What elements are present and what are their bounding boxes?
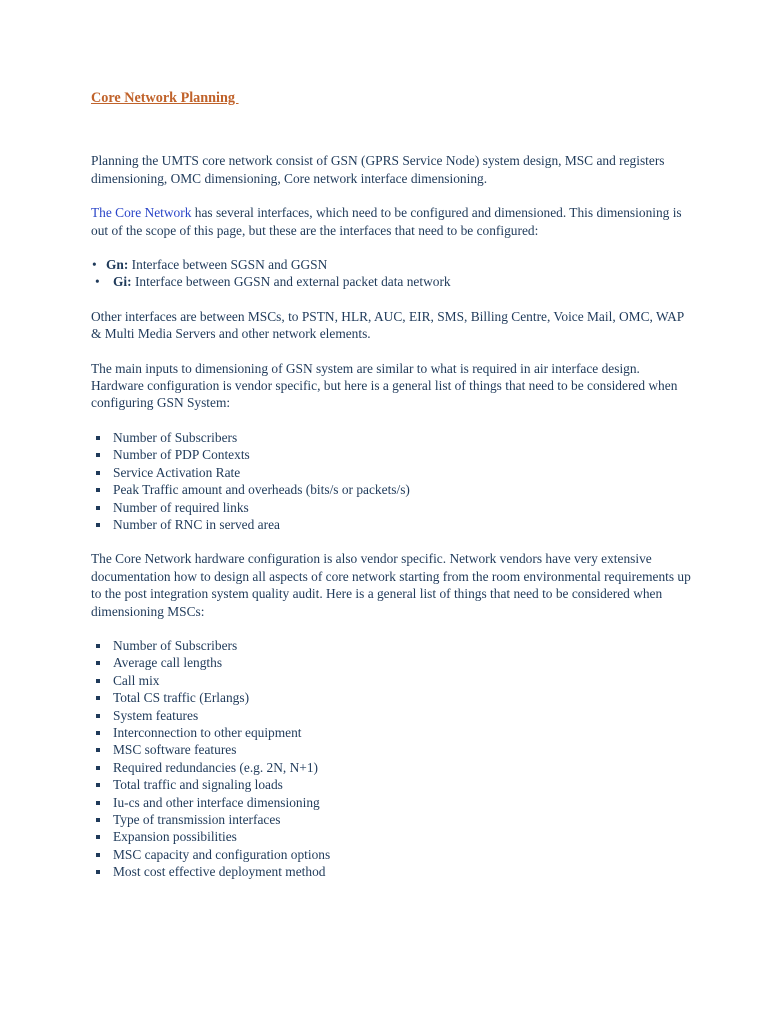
- list-item: Number of RNC in served area: [91, 516, 691, 533]
- page-title: Core Network Planning: [91, 90, 239, 106]
- gsn-considerations-list: [91, 429, 691, 533]
- list-item: Peak Traffic amount and overheads (bits/s or packets/s): [91, 481, 691, 498]
- list-item: Interconnection to other equipment: [91, 724, 691, 741]
- list-item: Total traffic and signaling loads: [91, 776, 691, 793]
- intro-paragraph: Planning the UMTS core network consist of GSN (GPRS Service Node) system design, MSC and registers dimensioning, OMC dimensioning, Core network interface dimensioning.: [91, 153, 665, 186]
- list-item: Service Activation Rate: [91, 464, 691, 481]
- list-item: Call mix: [91, 672, 691, 689]
- list-item: Type of transmission interfaces: [91, 811, 691, 828]
- list-item: Number of Subscribers: [91, 637, 691, 654]
- core-network-link[interactable]: The Core Network: [91, 205, 192, 221]
- list-item: [91, 273, 691, 290]
- bullet-icon: •: [95, 274, 100, 290]
- gsn-inputs-paragraph: The main inputs to dimensioning of GSN system are similar to what is required in air interface design. Hardware configuration is vendor specific, but here is a general list of things that need to be considered when configuring GSN System:: [91, 360, 678, 411]
- interface-list: [91, 256, 691, 291]
- list-item: Iu-cs and other interface dimensioning: [91, 794, 691, 811]
- list-item: MSC capacity and configuration options: [91, 846, 691, 863]
- interface-desc: Interface between GGSN and external packet data network: [131, 274, 451, 290]
- document-page: [91, 90, 691, 898]
- interfaces-paragraph: [91, 204, 691, 239]
- interface-desc: Interface between SGSN and GGSN: [128, 257, 328, 273]
- list-item: Expansion possibilities: [91, 828, 691, 845]
- list-item: Number of Subscribers: [91, 429, 691, 446]
- msc-paragraph: The Core Network hardware configuration is also vendor specific. Network vendors have very extensive documentation how to design all aspects of core network starting from the room environmental requirements up to the post integration system quality audit. Here is a general list of things that need to be considered when dimensioning MSCs:: [91, 551, 691, 619]
- list-item: System features: [91, 707, 691, 724]
- list-item: Number of PDP Contexts: [91, 446, 691, 463]
- list-item: MSC software features: [91, 741, 691, 758]
- bullet-icon: •: [92, 257, 97, 273]
- interface-name: Gi:: [113, 274, 132, 290]
- list-item: Total CS traffic (Erlangs): [91, 689, 691, 706]
- list-item: Number of required links: [91, 499, 691, 516]
- interface-name: Gn:: [106, 257, 129, 273]
- list-item: [91, 256, 691, 273]
- list-item: Most cost effective deployment method: [91, 863, 691, 880]
- other-interfaces-paragraph: Other interfaces are between MSCs, to PSTN, HLR, AUC, EIR, SMS, Billing Centre, Voice Mail, OMC, WAP & Multi Media Servers and other network elements.: [91, 308, 684, 342]
- msc-considerations-list: [91, 637, 691, 881]
- list-item: Average call lengths: [91, 654, 691, 671]
- interfaces-paragraph-text: has several interfaces, which need to be configured and dimensioned. This dimensioning is out of the scope of this page, but these are the interfaces that need to be configured:: [91, 205, 682, 238]
- list-item: Required redundancies (e.g. 2N, N+1): [91, 759, 691, 776]
